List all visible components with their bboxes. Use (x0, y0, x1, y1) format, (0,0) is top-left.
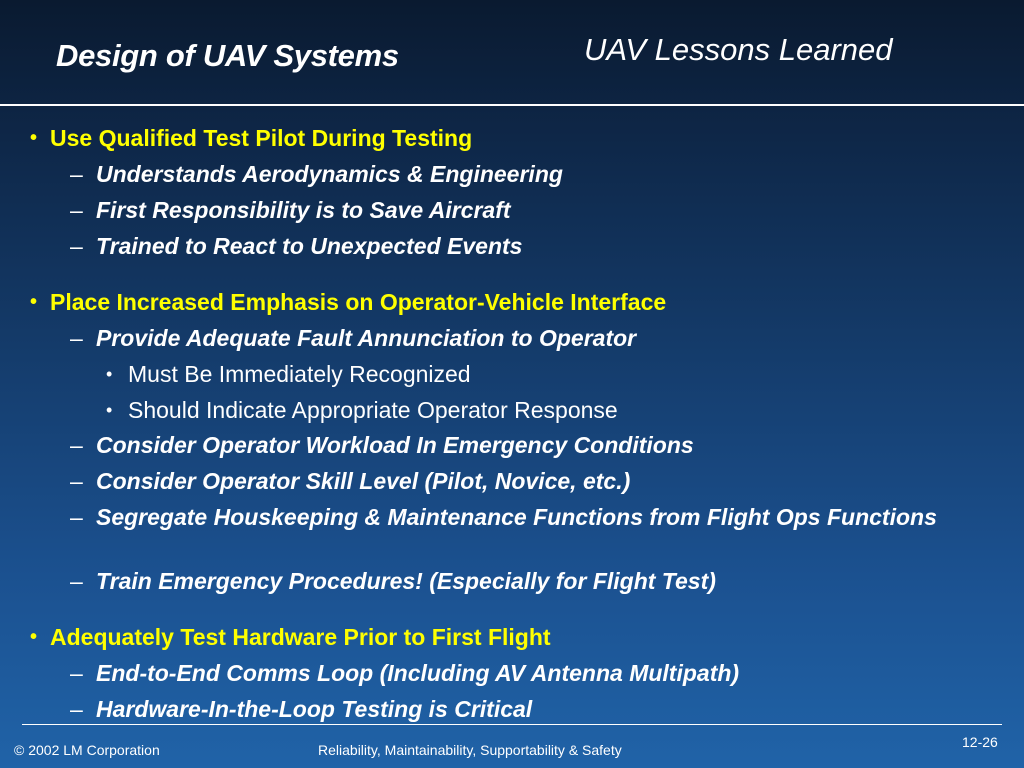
sub-bullet-text: First Responsibility is to Save Aircraft (96, 197, 511, 223)
sub-bullet-item (70, 431, 976, 459)
dash-mark: – (70, 197, 83, 223)
dash-mark: – (70, 432, 83, 458)
bullet-item (30, 623, 551, 651)
dash-mark: – (70, 504, 83, 530)
bullet-mark: • (30, 127, 38, 149)
header-divider (0, 104, 1024, 106)
sub-bullet-text: Train Emergency Procedures! (Especially for Flight Test) (96, 568, 716, 594)
dash-mark: – (70, 660, 83, 686)
sub-bullet-item (70, 695, 976, 723)
dash-mark: – (70, 468, 83, 494)
bullet-text: Use Qualified Test Pilot During Testing (50, 125, 473, 151)
sub-bullet-item (70, 232, 976, 260)
sub-sub-bullet-item (106, 396, 618, 424)
sub-bullet-text: Provide Adequate Fault Annunciation to Operator (96, 325, 637, 351)
bullet-item (30, 288, 666, 316)
bullet-item (30, 124, 472, 152)
slide-title: Design of UAV Systems (56, 38, 399, 73)
bullet-text: Adequately Test Hardware Prior to First Flight (50, 624, 551, 650)
sub-bullet-item (70, 659, 976, 687)
course-title: Reliability, Maintainability, Supportability & Safety (318, 742, 622, 758)
page-number: 12-26 (962, 734, 998, 750)
sub-bullet-text: Understands Aerodynamics & Engineering (96, 161, 563, 187)
sub-sub-bullet-item (106, 360, 471, 388)
bullet-mark: • (30, 626, 38, 648)
sub-bullet-text: End-to-End Comms Loop (Including AV Antenna Multipath) (96, 660, 740, 686)
sub-bullet-text: Segregate Houskeeping & Maintenance Functions from Flight Ops Functions (96, 504, 937, 530)
copyright-text: © 2002 LM Corporation (14, 742, 160, 758)
sub-bullet-text: Hardware-In-the-Loop Testing is Critical (96, 696, 533, 722)
sub-bullet-item (70, 467, 976, 495)
sub-bullet-text: Consider Operator Skill Level (Pilot, Novice, etc.) (96, 468, 631, 494)
bullet-text: Place Increased Emphasis on Operator-Vehicle Interface (50, 289, 667, 315)
sub-bullet-text: Consider Operator Workload In Emergency Conditions (96, 432, 694, 458)
sub-bullet-item (70, 324, 976, 352)
dash-mark: – (70, 568, 83, 594)
bullet-mark: • (30, 291, 38, 313)
sub-bullet-item (70, 503, 976, 531)
sub-bullet-item (70, 567, 976, 595)
dash-mark: – (70, 696, 83, 722)
bullet-mark: • (106, 400, 113, 420)
bullet-mark: • (106, 364, 113, 384)
dash-mark: – (70, 325, 83, 351)
sub-bullet-text: Trained to React to Unexpected Events (96, 233, 523, 259)
sub-bullet-item (70, 196, 976, 224)
dash-mark: – (70, 161, 83, 187)
sub-sub-bullet-text: Must Be Immediately Recognized (128, 361, 471, 387)
footer-divider (22, 724, 1002, 725)
sub-bullet-item (70, 160, 976, 188)
dash-mark: – (70, 233, 83, 259)
section-title: UAV Lessons Learned (584, 32, 893, 67)
sub-sub-bullet-text: Should Indicate Appropriate Operator Response (128, 397, 618, 423)
